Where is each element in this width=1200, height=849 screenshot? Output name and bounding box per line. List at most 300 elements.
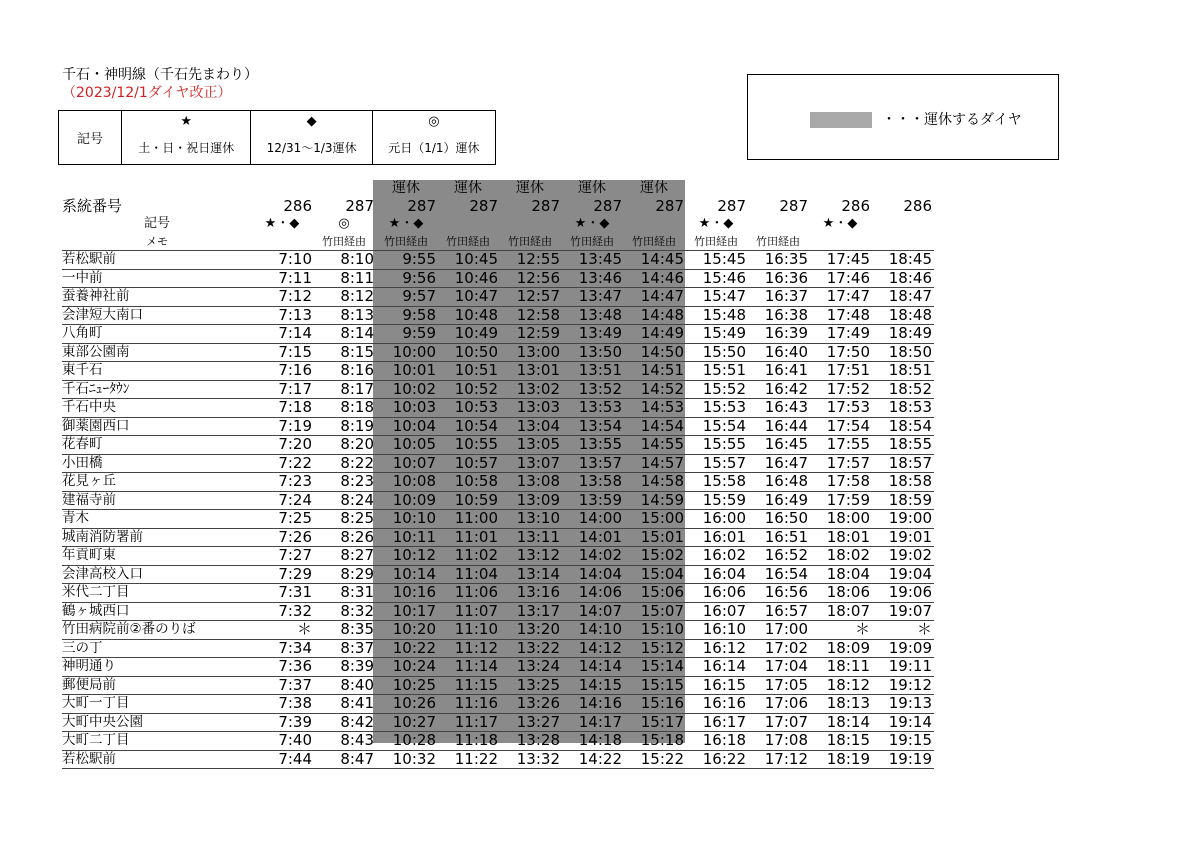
departure-time: 11:01 [438, 528, 500, 547]
trip-route: 287 [655, 197, 684, 215]
legend-label: 記号 [59, 111, 122, 165]
departure-time: 11:00 [438, 510, 500, 529]
departure-time: 8:20 [314, 436, 376, 455]
departure-time: 10:25 [376, 676, 438, 695]
departure-time: 10:17 [376, 602, 438, 621]
departure-time: 17:54 [810, 417, 872, 436]
departure-time: 13:07 [500, 454, 562, 473]
trip-symbol: ★・◆ [574, 216, 610, 231]
legend-text-star: 土・日・祝日運休 [122, 131, 251, 165]
departure-time: ＊ [872, 621, 934, 640]
departure-time: 18:09 [810, 639, 872, 658]
departure-time: 10:00 [376, 343, 438, 362]
table-row [62, 399, 934, 418]
departure-time: 14:22 [562, 750, 624, 769]
header-row-symbol [62, 215, 934, 233]
departure-time: 14:54 [624, 417, 686, 436]
departure-time: 14:15 [562, 676, 624, 695]
departure-time: 10:16 [376, 584, 438, 603]
departure-time: 16:39 [748, 325, 810, 344]
departure-time: 17:50 [810, 343, 872, 362]
stop-name: 一中前 [62, 269, 252, 288]
departure-time: 13:17 [500, 602, 562, 621]
departure-time: 14:46 [624, 269, 686, 288]
departure-time: 8:32 [314, 602, 376, 621]
table-row [62, 732, 934, 751]
departure-time: 15:04 [624, 565, 686, 584]
trip-route: 287 [593, 197, 622, 215]
departure-time: 17:00 [748, 621, 810, 640]
legend-symbol-diamond: ◆ [251, 111, 372, 132]
departure-time: 12:59 [500, 325, 562, 344]
departure-time: 13:02 [500, 380, 562, 399]
departure-time: 18:50 [872, 343, 934, 362]
departure-time: 10:22 [376, 639, 438, 658]
stop-name: 会津短大南口 [62, 306, 252, 325]
stop-name: 鶴ヶ城西口 [62, 602, 252, 621]
departure-time: 14:10 [562, 621, 624, 640]
departure-time: 16:01 [686, 528, 748, 547]
departure-time: 18:59 [872, 491, 934, 510]
departure-time: 7:11 [252, 269, 314, 288]
stop-name: 御薬園西口 [62, 417, 252, 436]
stop-name: 千石中央 [62, 399, 252, 418]
departure-time: 8:25 [314, 510, 376, 529]
departure-time: 8:15 [314, 343, 376, 362]
departure-time: 18:45 [872, 251, 934, 270]
trip-symbol [500, 215, 562, 233]
departure-time: 7:40 [252, 732, 314, 751]
departure-time: 13:11 [500, 528, 562, 547]
row-label-status [62, 180, 252, 198]
departure-time: 15:46 [686, 269, 748, 288]
table-row [62, 251, 934, 270]
table-row [62, 454, 934, 473]
header-row-memo [62, 233, 934, 251]
departure-time: 11:14 [438, 658, 500, 677]
departure-time: 16:15 [686, 676, 748, 695]
trip-memo: 竹田経由 [624, 233, 686, 251]
stop-name: 花春町 [62, 436, 252, 455]
departure-time: 14:18 [562, 732, 624, 751]
departure-time: 8:47 [314, 750, 376, 769]
departure-time: 13:51 [562, 362, 624, 381]
departure-time: 17:47 [810, 288, 872, 307]
departure-time: 13:27 [500, 713, 562, 732]
stop-name: 蚕養神社前 [62, 288, 252, 307]
departure-time: 10:08 [376, 473, 438, 492]
departure-time: 16:35 [748, 251, 810, 270]
trip-status [810, 180, 872, 198]
trip-symbol: ★・◆ [264, 216, 300, 231]
trip-memo: 竹田経由 [500, 233, 562, 251]
departure-time: 8:29 [314, 565, 376, 584]
departure-time: 14:07 [562, 602, 624, 621]
departure-time: 18:01 [810, 528, 872, 547]
stop-name: 小田橋 [62, 454, 252, 473]
departure-time: 10:27 [376, 713, 438, 732]
table-row [62, 621, 934, 640]
departure-time: 10:58 [438, 473, 500, 492]
stop-name: 会津高校入口 [62, 565, 252, 584]
table-row [62, 269, 934, 288]
departure-time: 15:18 [624, 732, 686, 751]
departure-time: 14:51 [624, 362, 686, 381]
departure-time: 17:04 [748, 658, 810, 677]
departure-time: 10:52 [438, 380, 500, 399]
header-row-status [62, 180, 934, 198]
trip-status: 運休 [578, 180, 606, 196]
departure-time: 15:17 [624, 713, 686, 732]
departure-time: 13:58 [562, 473, 624, 492]
table-row [62, 491, 934, 510]
table-row [62, 658, 934, 677]
departure-time: 10:50 [438, 343, 500, 362]
page-title: 千石・神明線（千石先まわり） [62, 67, 258, 83]
departure-time: 18:53 [872, 399, 934, 418]
trip-status [748, 180, 810, 198]
departure-time: 17:02 [748, 639, 810, 658]
departure-time: 16:41 [748, 362, 810, 381]
departure-time: 14:45 [624, 251, 686, 270]
departure-time: 11:04 [438, 565, 500, 584]
departure-time: 7:31 [252, 584, 314, 603]
departure-time: 13:03 [500, 399, 562, 418]
departure-time: 16:10 [686, 621, 748, 640]
departure-time: ＊ [810, 621, 872, 640]
departure-time: 10:54 [438, 417, 500, 436]
departure-time: 13:54 [562, 417, 624, 436]
departure-time: 16:49 [748, 491, 810, 510]
departure-time: 7:38 [252, 695, 314, 714]
trip-symbol: ★・◆ [388, 216, 424, 231]
departure-time: 17:08 [748, 732, 810, 751]
departure-time: 13:47 [562, 288, 624, 307]
stop-name: 神明通り [62, 658, 252, 677]
departure-time: 10:26 [376, 695, 438, 714]
departure-time: 19:01 [872, 528, 934, 547]
departure-time: 16:02 [686, 547, 748, 566]
departure-time: 18:06 [810, 584, 872, 603]
stop-name: 若松駅前 [62, 750, 252, 769]
trip-route: 287 [531, 197, 560, 215]
departure-time: 16:56 [748, 584, 810, 603]
trip-status [872, 180, 934, 198]
departure-time: 14:01 [562, 528, 624, 547]
departure-time: 16:51 [748, 528, 810, 547]
departure-time: 13:46 [562, 269, 624, 288]
departure-time: 7:39 [252, 713, 314, 732]
departure-time: 14:06 [562, 584, 624, 603]
departure-time: 18:47 [872, 288, 934, 307]
departure-time: 11:12 [438, 639, 500, 658]
legend-symbol-star: ★ [122, 111, 251, 132]
departure-time: 13:53 [562, 399, 624, 418]
departure-time: 8:37 [314, 639, 376, 658]
departure-time: 13:26 [500, 695, 562, 714]
departure-time: 16:07 [686, 602, 748, 621]
departure-time: 13:24 [500, 658, 562, 677]
stop-name: 千石ﾆｭｰﾀｳﾝ [62, 380, 252, 399]
departure-time: 18:15 [810, 732, 872, 751]
departure-time: 16:57 [748, 602, 810, 621]
departure-time: 14:17 [562, 713, 624, 732]
departure-time: 9:55 [376, 251, 438, 270]
departure-time: 18:07 [810, 602, 872, 621]
departure-time: 18:13 [810, 695, 872, 714]
departure-time: 10:02 [376, 380, 438, 399]
departure-time: 11:16 [438, 695, 500, 714]
departure-time: 13:45 [562, 251, 624, 270]
departure-time: 8:12 [314, 288, 376, 307]
departure-time: 16:18 [686, 732, 748, 751]
table-row [62, 343, 934, 362]
departure-time: 16:12 [686, 639, 748, 658]
departure-time: 19:02 [872, 547, 934, 566]
departure-time: 16:44 [748, 417, 810, 436]
departure-time: 13:04 [500, 417, 562, 436]
trip-memo: 竹田経由 [686, 233, 748, 251]
departure-time: 18:48 [872, 306, 934, 325]
departure-time: 11:15 [438, 676, 500, 695]
departure-time: 7:26 [252, 528, 314, 547]
trip-route: 286 [903, 197, 932, 215]
departure-time: 16:17 [686, 713, 748, 732]
departure-time: 19:15 [872, 732, 934, 751]
departure-time: 13:10 [500, 510, 562, 529]
trip-symbol: ★・◆ [698, 216, 734, 231]
departure-time: 8:31 [314, 584, 376, 603]
departure-time: 7:37 [252, 676, 314, 695]
departure-time: 17:53 [810, 399, 872, 418]
trip-route: 287 [345, 197, 374, 215]
table-row [62, 547, 934, 566]
departure-time: 19:09 [872, 639, 934, 658]
departure-time: 19:14 [872, 713, 934, 732]
departure-time: 8:27 [314, 547, 376, 566]
table-row [62, 325, 934, 344]
departure-time: 18:57 [872, 454, 934, 473]
departure-time: 19:00 [872, 510, 934, 529]
departure-time: 10:20 [376, 621, 438, 640]
departure-time: 10:47 [438, 288, 500, 307]
trip-route: 287 [779, 197, 808, 215]
departure-time: 15:14 [624, 658, 686, 677]
departure-time: 14:48 [624, 306, 686, 325]
departure-time: 16:36 [748, 269, 810, 288]
departure-time: 13:08 [500, 473, 562, 492]
departure-time: 15:45 [686, 251, 748, 270]
stop-name: 青木 [62, 510, 252, 529]
departure-time: 7:19 [252, 417, 314, 436]
departure-time: 7:32 [252, 602, 314, 621]
departure-time: 16:50 [748, 510, 810, 529]
trip-status: 運休 [454, 180, 482, 196]
departure-time: 19:13 [872, 695, 934, 714]
departure-time: 16:16 [686, 695, 748, 714]
trip-route: 287 [717, 197, 746, 215]
departure-time: 7:25 [252, 510, 314, 529]
table-row [62, 362, 934, 381]
stop-name: 竹田病院前②番のりば [62, 621, 252, 640]
trip-memo [872, 233, 934, 251]
table-row [62, 602, 934, 621]
departure-time: 8:26 [314, 528, 376, 547]
departure-time: 13:14 [500, 565, 562, 584]
stop-name: 八角町 [62, 325, 252, 344]
trip-memo: 竹田経由 [562, 233, 624, 251]
departure-time: 18:51 [872, 362, 934, 381]
departure-time: 17:58 [810, 473, 872, 492]
departure-time: 16:54 [748, 565, 810, 584]
departure-time: 10:28 [376, 732, 438, 751]
trip-route: 287 [407, 197, 436, 215]
trip-memo [252, 233, 314, 251]
departure-time: 13:49 [562, 325, 624, 344]
departure-time: 11:17 [438, 713, 500, 732]
departure-time: 16:22 [686, 750, 748, 769]
departure-time: 15:58 [686, 473, 748, 492]
departure-time: 10:55 [438, 436, 500, 455]
departure-time: 19:07 [872, 602, 934, 621]
departure-time: 7:16 [252, 362, 314, 381]
departure-time: 15:54 [686, 417, 748, 436]
departure-time: 15:15 [624, 676, 686, 695]
trip-status: 運休 [392, 180, 420, 196]
departure-time: 15:00 [624, 510, 686, 529]
departure-time: 11:02 [438, 547, 500, 566]
departure-time: 16:37 [748, 288, 810, 307]
row-label-memo: メモ [62, 233, 252, 251]
departure-time: 13:01 [500, 362, 562, 381]
departure-time: 7:12 [252, 288, 314, 307]
departure-time: 16:43 [748, 399, 810, 418]
departure-time: 8:18 [314, 399, 376, 418]
stop-name: 城南消防署前 [62, 528, 252, 547]
header-row-route [62, 198, 934, 216]
departure-time: 7:44 [252, 750, 314, 769]
departure-time: 19:06 [872, 584, 934, 603]
departure-time: 18:55 [872, 436, 934, 455]
departure-time: 9:56 [376, 269, 438, 288]
departure-time: 17:46 [810, 269, 872, 288]
departure-time: 8:42 [314, 713, 376, 732]
departure-time: 10:14 [376, 565, 438, 584]
trip-status [686, 180, 748, 198]
departure-time: 13:55 [562, 436, 624, 455]
departure-time: 15:59 [686, 491, 748, 510]
departure-time: 13:59 [562, 491, 624, 510]
departure-time: 17:05 [748, 676, 810, 695]
table-row [62, 528, 934, 547]
table-row [62, 417, 934, 436]
departure-time: 15:06 [624, 584, 686, 603]
departure-time: 16:45 [748, 436, 810, 455]
departure-time: 9:58 [376, 306, 438, 325]
departure-time: 10:07 [376, 454, 438, 473]
departure-time: 12:57 [500, 288, 562, 307]
departure-time: 11:07 [438, 602, 500, 621]
departure-time: 18:14 [810, 713, 872, 732]
table-row [62, 676, 934, 695]
departure-time: 18:04 [810, 565, 872, 584]
stop-name: 大町一丁目 [62, 695, 252, 714]
departure-time: 8:13 [314, 306, 376, 325]
departure-time: ＊ [252, 621, 314, 640]
departure-time: 10:01 [376, 362, 438, 381]
departure-time: 16:42 [748, 380, 810, 399]
departure-time: 17:59 [810, 491, 872, 510]
departure-time: 16:14 [686, 658, 748, 677]
departure-time: 7:20 [252, 436, 314, 455]
departure-time: 14:53 [624, 399, 686, 418]
departure-time: 8:19 [314, 417, 376, 436]
stop-name: 三の丁 [62, 639, 252, 658]
departure-time: 13:28 [500, 732, 562, 751]
departure-time: 18:02 [810, 547, 872, 566]
departure-time: 19:11 [872, 658, 934, 677]
trip-route: 286 [841, 197, 870, 215]
departure-time: 13:09 [500, 491, 562, 510]
stop-name: 年貢町東 [62, 547, 252, 566]
departure-time: 8:39 [314, 658, 376, 677]
departure-time: 15:22 [624, 750, 686, 769]
departure-time: 8:16 [314, 362, 376, 381]
departure-time: 7:36 [252, 658, 314, 677]
departure-time: 8:22 [314, 454, 376, 473]
departure-time: 10:32 [376, 750, 438, 769]
departure-time: 17:48 [810, 306, 872, 325]
departure-time: 7:34 [252, 639, 314, 658]
departure-time: 16:52 [748, 547, 810, 566]
departure-time: 13:12 [500, 547, 562, 566]
departure-time: 18:52 [872, 380, 934, 399]
trip-route: 286 [283, 197, 312, 215]
departure-time: 11:10 [438, 621, 500, 640]
departure-time: 16:38 [748, 306, 810, 325]
departure-time: 7:15 [252, 343, 314, 362]
departure-time: 14:57 [624, 454, 686, 473]
departure-time: 13:50 [562, 343, 624, 362]
departure-time: 15:55 [686, 436, 748, 455]
departure-time: 7:27 [252, 547, 314, 566]
departure-time: 9:57 [376, 288, 438, 307]
departure-time: 14:14 [562, 658, 624, 677]
departure-time: 10:03 [376, 399, 438, 418]
trip-symbol [438, 215, 500, 233]
departure-time: 7:29 [252, 565, 314, 584]
departure-time: 14:47 [624, 288, 686, 307]
departure-time: 8:11 [314, 269, 376, 288]
table-row [62, 380, 934, 399]
departure-time: 18:00 [810, 510, 872, 529]
departure-time: 14:00 [562, 510, 624, 529]
departure-time: 17:45 [810, 251, 872, 270]
departure-time: 13:48 [562, 306, 624, 325]
table-row [62, 695, 934, 714]
departure-time: 14:49 [624, 325, 686, 344]
table-row [62, 510, 934, 529]
departure-time: 10:24 [376, 658, 438, 677]
departure-time: 10:05 [376, 436, 438, 455]
departure-time: 8:23 [314, 473, 376, 492]
departure-time: 7:14 [252, 325, 314, 344]
timetable [62, 180, 934, 769]
trip-symbol: ★・◆ [822, 216, 858, 231]
row-label-route: 系統番号 [62, 197, 123, 215]
departure-time: 15:50 [686, 343, 748, 362]
departure-time: 16:40 [748, 343, 810, 362]
